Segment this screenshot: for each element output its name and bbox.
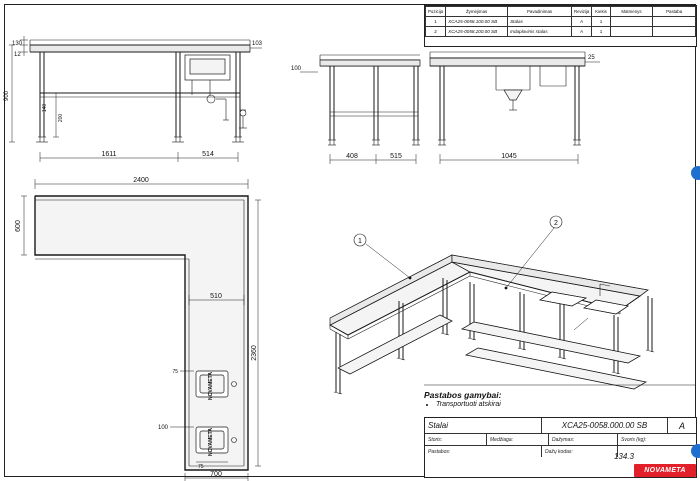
svg-text:75: 75 [198, 464, 204, 470]
isometric-view [330, 216, 654, 394]
row-revision: A [571, 27, 591, 37]
drawing-name: Stalai [425, 418, 542, 433]
weight-label: Svoris (kg): [621, 436, 647, 443]
page-marker-top[interactable] [691, 166, 700, 180]
svg-text:408: 408 [346, 153, 358, 160]
svg-text:NOVAMETA: NOVAMETA [208, 428, 214, 456]
col-header-quantity: Kiekis [592, 7, 610, 17]
col-header-note: Pastaba [653, 7, 696, 17]
parts-table-header-row [426, 7, 696, 17]
row-quantity: 1 [592, 27, 610, 37]
col-header-name: Pavadinimas [508, 7, 572, 17]
col-header-position: Pozicija [426, 7, 446, 17]
notes-title: Pastabos gamybai: [424, 390, 502, 400]
row-note [653, 27, 696, 37]
top-view [15, 177, 261, 481]
row-code: XCA25-0058.200.00 SB [446, 27, 508, 37]
front-view [4, 36, 263, 162]
svg-text:2: 2 [554, 220, 558, 227]
col-header-revision: Revizija [571, 7, 591, 17]
svg-text:1045: 1045 [501, 153, 517, 160]
row-position: 1 [426, 17, 446, 27]
row-code: XCA25-0058.100.00 SB [446, 17, 508, 27]
svg-text:140: 140 [42, 103, 48, 113]
note-item: • Transportuoti atskirai [436, 401, 695, 408]
page-marker-bottom[interactable] [691, 444, 700, 458]
svg-text:2360: 2360 [251, 345, 258, 361]
table-row [426, 27, 696, 37]
col-header-dimensions: Matmenys [610, 7, 653, 17]
col-header-designation: Žymėjimas [446, 7, 508, 17]
rear-view [291, 52, 600, 164]
row-quantity: 1 [592, 17, 610, 27]
row-note [653, 17, 696, 27]
company-logo: NOVAMETA [634, 464, 696, 477]
svg-text:510: 510 [210, 293, 222, 300]
revision-badge: A [678, 420, 685, 431]
row-revision: A [571, 17, 591, 27]
row-position: 2 [426, 27, 446, 37]
field-thickness-label: Storis: [425, 434, 487, 445]
svg-text:103: 103 [252, 41, 263, 47]
svg-text:900: 900 [4, 90, 10, 102]
svg-text:514: 514 [202, 151, 214, 158]
svg-text:100: 100 [291, 66, 302, 72]
weight-value: 134.3 [613, 452, 634, 461]
svg-text:25: 25 [588, 55, 595, 61]
row-dimensions [610, 27, 653, 37]
table-row [426, 17, 696, 27]
field-notes-label: Pastabos: [425, 446, 542, 457]
row-name: Indaplovinis stalas [508, 27, 572, 37]
svg-text:100: 100 [157, 425, 168, 431]
field-painting-label: Dažymas: [549, 434, 618, 445]
manufacturing-notes [424, 390, 695, 416]
svg-text:NOVAMETA: NOVAMETA [208, 372, 214, 400]
svg-text:700: 700 [210, 471, 222, 478]
field-paint-code-label: Dažų kodas: [542, 446, 618, 457]
svg-text:2400: 2400 [133, 177, 149, 184]
field-material-label: Medžiaga: [487, 434, 549, 445]
svg-text:600: 600 [15, 220, 22, 232]
svg-text:130: 130 [12, 41, 23, 47]
row-dimensions [610, 17, 653, 27]
svg-text:12: 12 [14, 52, 21, 58]
svg-text:1611: 1611 [101, 151, 117, 158]
svg-text:200: 200 [58, 113, 64, 123]
drawing-number: XCA25-0058.000.00 SB [542, 418, 668, 433]
svg-text:515: 515 [390, 153, 402, 160]
row-name: Stalas [508, 17, 572, 27]
svg-text:75: 75 [172, 369, 178, 375]
svg-text:1: 1 [358, 238, 362, 245]
parts-table [424, 5, 697, 47]
